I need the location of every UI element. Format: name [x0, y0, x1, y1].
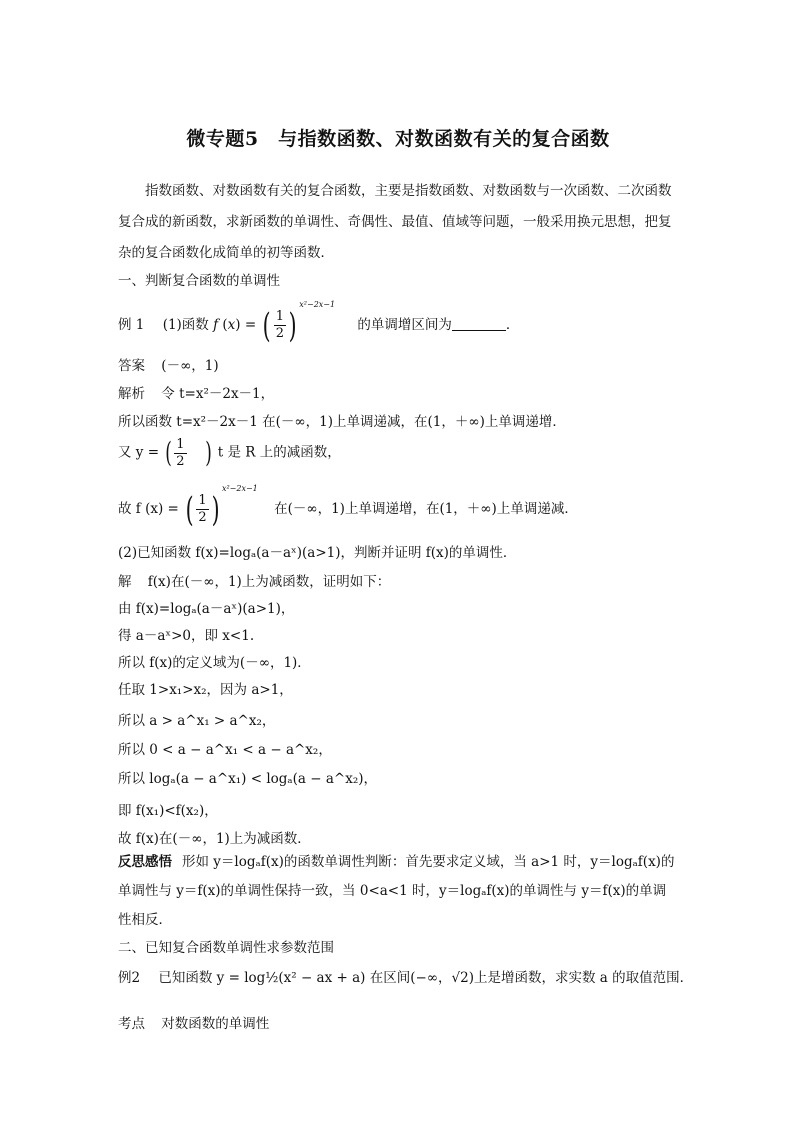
solution-line-1: 由 f(x)=logₐ(a－aˣ)(a>1)， — [118, 601, 295, 617]
solution-line-0: 解 f(x)在(－∞，1)上为减函数，证明如下： — [118, 574, 391, 590]
solution-line-8: 即 f(x₁)<f(x₂)， — [118, 803, 218, 819]
solution-line-4: 任取 1>x₁>x₂，因为 a>1， — [118, 682, 293, 698]
example-1-suffix: 的单调增区间为 — [357, 317, 452, 333]
solution-line-2: 得 a－aˣ>0，即 x<1. — [118, 628, 255, 644]
kaodian-label: 考点 — [118, 1016, 145, 1032]
answer-line — [118, 354, 678, 374]
solution-line-6: 所以 0 < a − a^x₁ < a − a^x₂， — [118, 742, 332, 758]
part-2-question: (2)已知函数 f(x)=logₐ(a－aˣ)(a>1)，判断并证明 f(x)的单调性． — [118, 545, 517, 561]
analysis-line-2: 所以函数 t=x²－2x－1 在(－∞，1)上单调递减，在(1，＋∞)上单调递增． — [118, 414, 566, 430]
analysis-line-1: 解析 令 t=x²－2x－1， — [118, 386, 275, 402]
solution-line-3: 所以 f(x)的定义域为(－∞，1)． — [118, 655, 311, 671]
solution-line-9: 故 f(x)在(－∞，1)上为减函数． — [118, 831, 311, 847]
analysis-line-4: 故 f (x) = ( $\frac{1}{2}$ )$^{x^2-2x-1}$ 在(－∞，1)上单调递增，在(1，＋∞)上单调递减． — [118, 484, 578, 530]
section-heading-1: 一、判断复合函数的单调性 — [118, 273, 280, 289]
analysis-line-3: 又 y = ( $\frac{1}{2}$ ) t 是 R 上的减函数， — [118, 436, 341, 469]
example-2-label: 例2 — [118, 970, 141, 986]
reflection-label: 反思感悟 — [118, 854, 172, 870]
kaodian-line: 考点 对数函数的单调性 — [118, 1016, 270, 1032]
intro-paragraph: 指数函数、对数函数有关的复合函数，主要是指数函数、对数函数与一次函数、二次函数复合成的新函数，求新函数的单调性、奇偶性、最值、值域等问题，一般采用换元思想，把复杂的复合函数化成简单的初等函数． — [118, 183, 672, 261]
reflection-paragraph: 反思感悟 形如 y＝logₐf(x)的函数单调性判断：首先要求定义域，当 a>1 时，y＝logₐf(x)的单调性与 y＝f(x)的单调性保持一致，当 0<a<1 时，y＝logₐf(x)的单调性与 y＝f(x)的单调性相反． — [118, 854, 675, 928]
example-1-prefix: (1)函数 — [162, 317, 209, 333]
example-1-exponent: x²−2x−1 — [299, 300, 336, 309]
example-1-label: 例 1 — [118, 317, 145, 333]
solution-line-7: 所以 logₐ(a − a^x₁) < logₐ(a − a^x₂)， — [118, 771, 377, 787]
solution-line-5: 所以 a > a^x₁ > a^x₂， — [118, 713, 276, 729]
analysis-label: 解析 — [118, 386, 145, 402]
section-heading-2: 二、已知复合函数单调性求参数范围 — [118, 940, 334, 956]
example-1-question: 例 1 (1)函数 f (x) = ( $\frac{1}{2}$ )$^{x^2-2x-1}$ 的单调增区间为 ． — [118, 300, 520, 346]
example-2-question: 例2 已知函数 y = log½(x² − ax + a) 在区间(−∞，√2)上是增函数，求实数 a 的取值范围． — [118, 970, 694, 986]
answer-label: 答案 — [118, 358, 145, 374]
page-title: 微专题5 与指数函数、对数函数有关的复合函数 — [186, 128, 610, 150]
fraction-half: $\frac{1}{2}$ — [275, 309, 285, 341]
solution-label: 解 — [118, 574, 132, 590]
answer-value: (－∞，1) — [161, 358, 219, 374]
answer-blank[interactable] — [452, 318, 506, 331]
